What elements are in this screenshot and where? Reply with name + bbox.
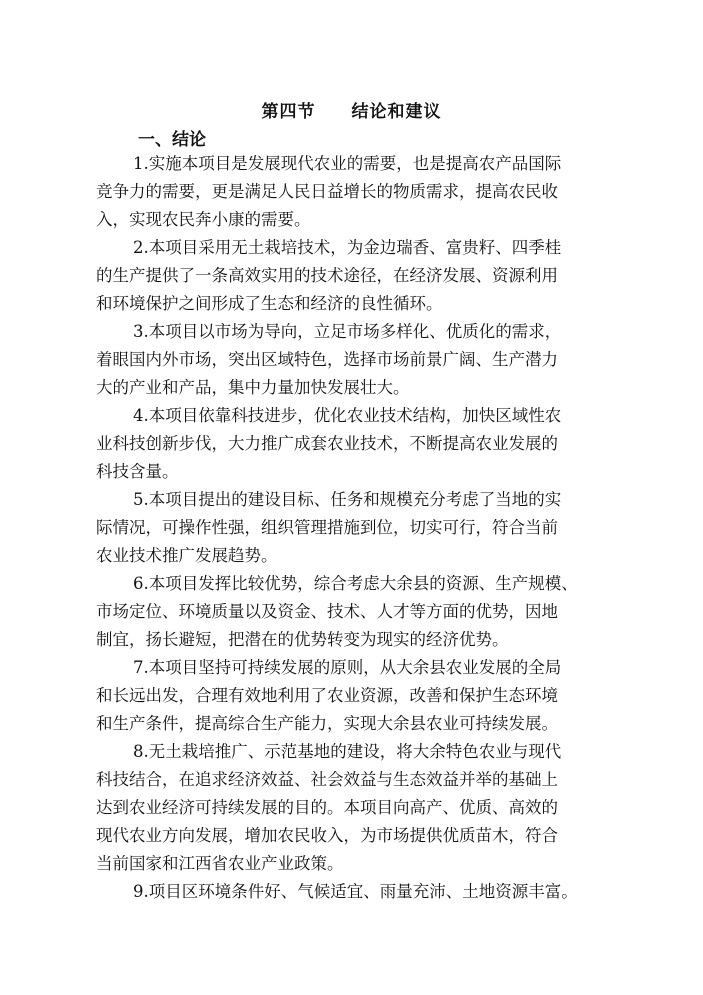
paragraph-line: 6.本项目发挥比较优势，综合考虑大余县的资源、生产规模、 (133, 574, 578, 593)
paragraph-line: 制宜，扬长避短，把潜在的优势转变为现实的经济优势。 (96, 630, 509, 649)
paragraph-line: 达到农业经济可持续发展的目的。本项目向高产、优质、高效的 (96, 798, 558, 817)
paragraph-line: 5.本项目提出的建设目标、任务和规模充分考虑了当地的实 (133, 490, 562, 509)
paragraph-9 (96, 878, 602, 906)
paragraph-line: 7.本项目坚持可持续发展的原则，从大余县农业发展的全局 (133, 658, 562, 677)
paragraph-line: 农业技术推广发展趋势。 (96, 546, 278, 565)
paragraph-line: 竞争力的需要，更是满足人民日益增长的物质需求，提高农民收 (96, 182, 558, 201)
paragraph-1 (96, 150, 602, 234)
paragraph-line: 现代农业方向发展，增加农民收入，为市场提供优质苗木，符合 (96, 826, 558, 845)
paragraph-line: 9.项目区环境条件好、气候适宜、雨量充沛、土地资源丰富。 (133, 882, 578, 901)
section-heading: 一、结论 (138, 130, 206, 150)
paragraph-line: 3.本项目以市场为导向，立足市场多样化、优质化的需求， (133, 322, 562, 341)
paragraph-line: 的生产提供了一条高效实用的技术途径，在经济发展、资源利用 (96, 266, 558, 285)
paragraph-line: 着眼国内外市场，突出区域特色，选择市场前景广阔、生产潜力 (96, 350, 558, 369)
paragraph-line: 和长远出发，合理有效地利用了农业资源，改善和保护生态环境 (96, 686, 558, 705)
paragraph-4 (96, 402, 602, 486)
paragraph-line: 和生产条件，提高综合生产能力，实现大余县农业可持续发展。 (96, 714, 558, 733)
paragraph-6 (96, 570, 602, 654)
body-text (96, 150, 602, 906)
paragraph-line: 际情况，可操作性强，组织管理措施到位，切实可行，符合当前 (96, 518, 558, 537)
paragraph-line: 业科技创新步伐，大力推广成套农业技术，不断提高农业发展的 (96, 434, 558, 453)
paragraph-line: 科技结合，在追求经济效益、社会效益与生态效益并举的基础上 (96, 770, 558, 789)
paragraph-line: 科技含量。 (96, 462, 179, 481)
paragraph-2 (96, 234, 602, 318)
paragraph-line: 2.本项目采用无土栽培技术，为金边瑞香、富贵籽、四季桂 (133, 238, 562, 257)
paragraph-line: 大的产业和产品，集中力量加快发展壮大。 (96, 378, 410, 397)
paragraph-line: 8.无土栽培推广、示范基地的建设，将大余特色农业与现代 (133, 742, 562, 761)
paragraph-3 (96, 318, 602, 402)
paragraph-8 (96, 738, 602, 878)
paragraph-line: 当前国家和江西省农业产业政策。 (96, 854, 344, 873)
paragraph-line: 和环境保护之间形成了生态和经济的良性循环。 (96, 294, 443, 313)
paragraph-line: 4.本项目依靠科技进步，优化农业技术结构，加快区域性农 (133, 406, 562, 425)
paragraph-line: 1.实施本项目是发展现代农业的需要，也是提高农产品国际 (133, 154, 562, 173)
paragraph-5 (96, 486, 602, 570)
paragraph-7 (96, 654, 602, 738)
paragraph-line: 入，实现农民奔小康的需要。 (96, 210, 311, 229)
page-title: 第四节 结论和建议 (261, 102, 442, 122)
paragraph-line: 市场定位、环境质量以及资金、技术、人才等方面的优势，因地 (96, 602, 558, 621)
